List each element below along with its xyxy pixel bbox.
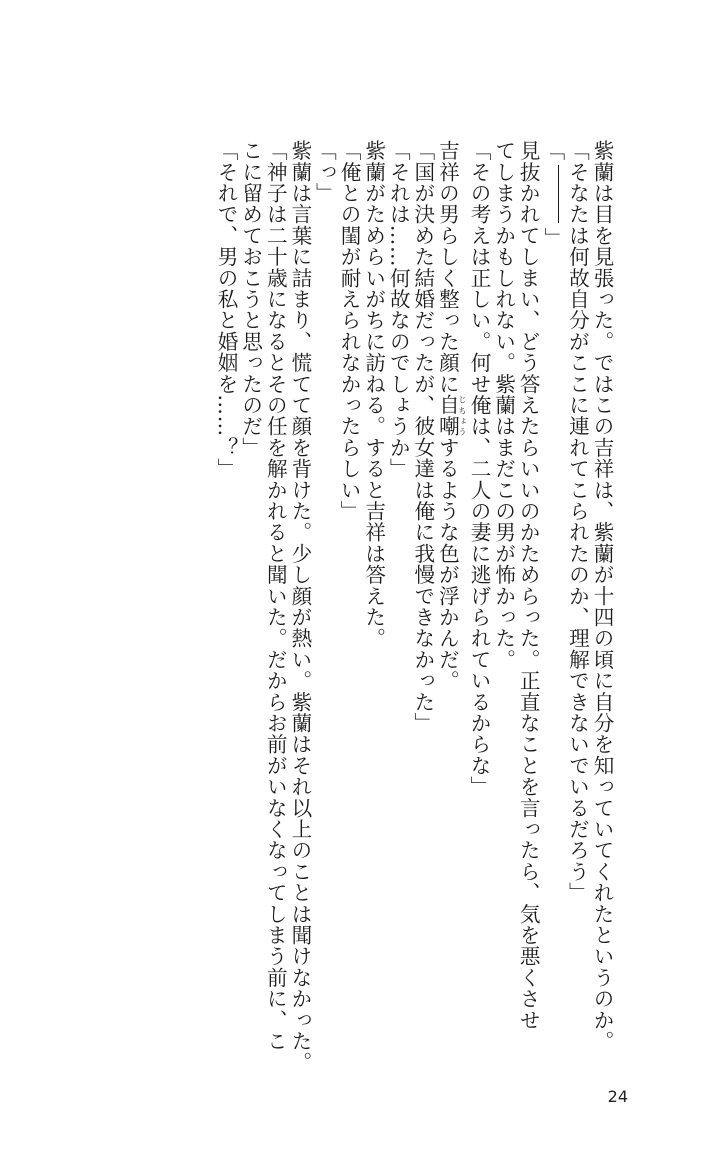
text-line: 見抜かれてしまい、どう答えたらいいのかためらった。正直なことを言ったら、気を悪くさせ xyxy=(516,140,541,1031)
vertical-text-body xyxy=(124,140,614,1073)
ruby-word xyxy=(435,394,467,437)
text-line: 紫蘭は言葉に詰まり、慌てて顔を背けた。少し顔が熱い。紫蘭はそれ以上のことは聞けなかった。 xyxy=(287,140,312,1073)
text-line: 紫蘭は目を見張った。ではこの吉祥は、紫蘭が十四の頃に自分を知っていてくれたというのか。 xyxy=(590,140,614,1052)
text-line: 「神子は二十歳になるとその任を解かれると聞いた。だからお前がいなくなってしまう前に、こ xyxy=(263,140,288,1052)
dash-mark xyxy=(558,165,559,223)
text-line: こに留めておこうと思ったのだ」 xyxy=(238,140,263,458)
text-line: 「っ」 xyxy=(312,140,337,204)
text-line: てしまうかもしれない。紫蘭はまだこの男が怖かった。 xyxy=(491,140,516,670)
ruby-base: 自嘲 xyxy=(435,394,460,437)
text-line: 「俺との閨が耐えられなかったらしい」 xyxy=(337,140,362,522)
ruby-reading: じちょう xyxy=(457,394,467,437)
open-bracket: 「 xyxy=(540,140,565,162)
page-number: 24 xyxy=(607,1087,628,1106)
text-line: 「そなたは何故自分がここに連れてこられたのか、理解できないでいるだろう」 xyxy=(565,140,590,904)
text-line-dash xyxy=(540,140,565,1020)
text-line: 「その考えは正しい。何せ俺は、二人の妻に逃げられているからな」 xyxy=(467,140,492,798)
text-segment: するような色が浮かんだ。 xyxy=(435,436,460,692)
text-line: 紫蘭がためらいがちに訪ねる。すると吉祥は答えた。 xyxy=(361,140,386,649)
text-segment: 吉祥の男らしく整った顔に xyxy=(435,140,460,395)
text-line-with-ruby xyxy=(435,140,467,1020)
text-line: 「それで、男の私と婚姻を……？」 xyxy=(214,140,239,480)
close-bracket: 」 xyxy=(540,227,565,249)
text-line: 「それは……何故なのでしょうか」 xyxy=(386,140,411,480)
text-line: 「国が決めた結婚だったが、彼女達は俺に我慢できなかった」 xyxy=(410,140,435,734)
